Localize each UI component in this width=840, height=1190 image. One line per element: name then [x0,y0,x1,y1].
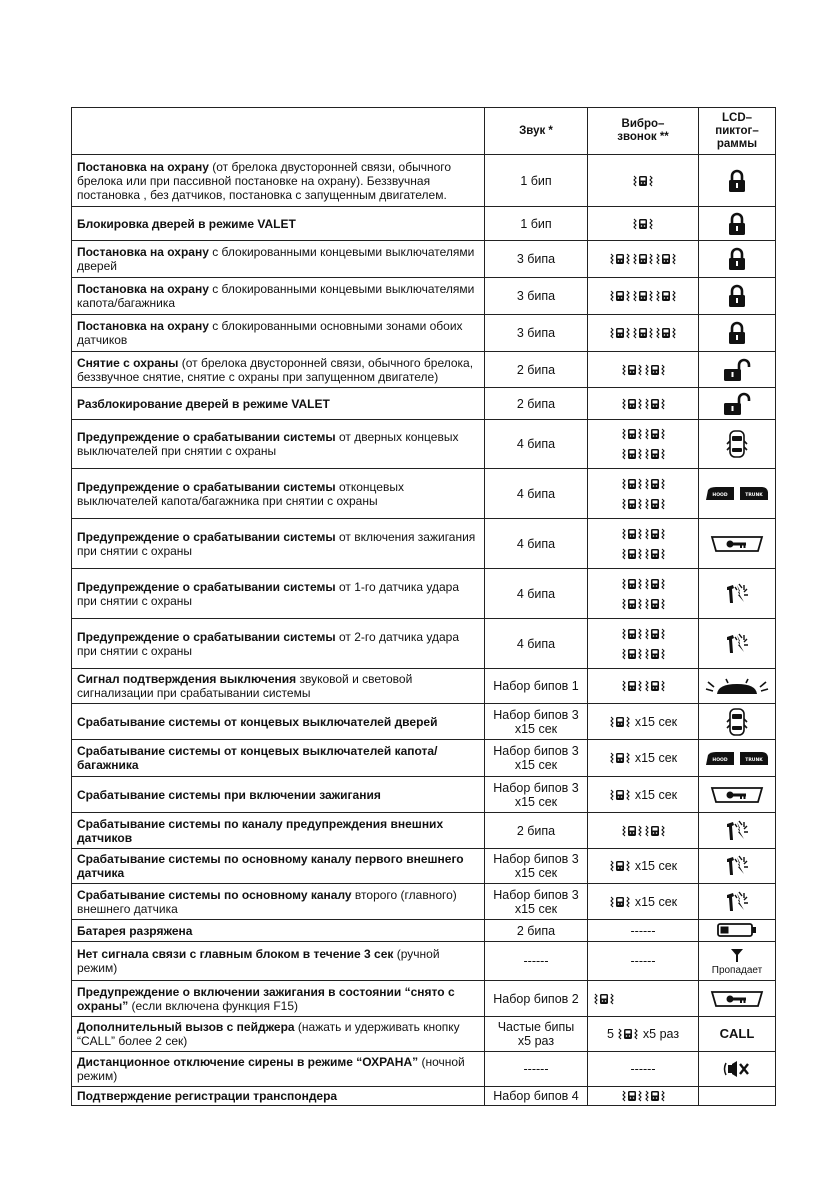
table-row [72,569,776,619]
vibro-pattern [593,447,693,461]
row-lcd [699,241,776,278]
vibration-icon [609,859,631,873]
vibration-icon [655,326,677,340]
vibro-pattern [593,859,693,873]
row-description [72,1087,485,1106]
vibration-icon [609,751,631,765]
ignition-key-icon [710,535,764,552]
vibration-icon [609,715,631,729]
row-vibro [588,315,699,352]
vibro-pattern [593,824,693,838]
vibration-icon [632,252,654,266]
vibration-icon [644,627,666,641]
row-description-text: (от брелока двусторонней связи, обычного брелока, беззвучное снятие, снятие с охраны при запущенном двигателе) [77,355,474,384]
row-vibro [588,981,699,1017]
vibro-pattern [593,1089,693,1103]
table-row [72,849,776,884]
row-sound: Набор бипов 3 x15 сек [485,740,588,777]
row-vibro [588,777,699,813]
lock-closed-icon [727,215,747,232]
svg-text:HOOD: HOOD [712,493,728,499]
row-vibro [588,155,699,207]
row-description [72,155,485,207]
row-vibro [588,813,699,849]
vibration-icon [632,326,654,340]
vibration-icon [644,397,666,411]
row-description-text: от 2-го датчика удара при снятии с охраны [77,629,459,658]
vibration-icon [621,397,643,411]
row-vibro [588,942,699,981]
row-description [72,704,485,740]
row-lcd [699,981,776,1017]
row-description-bold: Срабатывание системы от концевых выключателей капота/багажника [77,744,438,772]
row-lcd [699,519,776,569]
row-description-bold: Нет сигнала связи с главным блоком в течение 3 сек [77,947,394,961]
shock-sensor-icon [724,893,750,910]
lock-closed-icon [727,172,747,189]
header-vibro-line2: звонок ** [617,131,669,143]
row-description [72,942,485,981]
table-row [72,1052,776,1087]
table-row [72,207,776,241]
header-vibro-line1: Вибро– [621,118,665,130]
row-description-bold: Постановка на охрану [77,319,209,333]
row-sound: 2 бипа [485,920,588,942]
row-description-text: (ночной режим) [77,1055,465,1083]
battery-low-icon [716,922,758,939]
table-row [72,981,776,1017]
row-vibro [588,352,699,388]
row-description-bold: Предупреждение о срабатывании системы [77,430,336,444]
row-description [72,207,485,241]
table-row [72,704,776,740]
row-description-bold: Дистанционное отключение сирены в режиме “ОХРАНА” [77,1055,419,1069]
row-description-text: от 1-го датчика удара при снятии с охраны [77,579,459,608]
row-description-bold: Дополнительный вызов с пейджера [77,1020,295,1034]
row-vibro [588,1017,699,1052]
row-sound: 4 бипа [485,420,588,469]
row-description-text: (если включена функция F15) [128,998,299,1013]
vibro-pattern [593,289,693,303]
row-description-text: от включения зажигания при снятии с охраны [77,529,476,558]
lock-open-icon [722,395,752,412]
row-sound: Набор бипов 3 x15 сек [485,704,588,740]
row-sound: 3 бипа [485,278,588,315]
row-vibro [588,207,699,241]
vibro-pattern [593,427,693,441]
table-row [72,352,776,388]
row-lcd [699,849,776,884]
vibro-pattern [593,326,693,340]
vibration-icon [621,477,643,491]
row-vibro [588,669,699,704]
vibro-pattern [593,527,693,541]
row-description [72,740,485,777]
vibration-icon [644,679,666,693]
row-description [72,469,485,519]
table-row [72,813,776,849]
vibro-pattern [593,924,693,938]
row-lcd [699,942,776,981]
row-description-bold: Срабатывание системы по каналу предупреждения внешних датчиков [77,816,444,845]
row-description-bold: Разблокирование дверей в режиме VALET [77,396,330,411]
row-vibro [588,619,699,669]
table-row [72,1017,776,1052]
ignition-key-icon [710,990,764,1007]
row-sound: 3 бипа [485,241,588,278]
vibration-icon [644,477,666,491]
row-lcd [699,469,776,519]
table-row [72,241,776,278]
vibro-text: ------ [630,923,656,938]
svg-text:TRUNK: TRUNK [745,493,763,499]
vibro-pattern [593,217,693,231]
header-sound: Звук * [485,108,588,155]
row-sound: Набор бипов 3 x15 сек [485,777,588,813]
row-description-text: (нажать и удерживать кнопку “CALL” более 2 сек) [77,1020,460,1048]
signals-table [71,107,776,1106]
lock-closed-icon [727,287,747,304]
row-sound: 2 бипа [485,813,588,849]
row-lcd [699,1052,776,1087]
vibration-icon [617,1027,639,1041]
row-vibro [588,1087,699,1106]
row-sound: 1 бип [485,155,588,207]
vibro-pattern [593,627,693,641]
vibration-icon [644,527,666,541]
vibro-text: x15 сек [634,751,678,765]
vibration-icon [609,289,631,303]
vibro-text: x15 сек [634,894,678,909]
row-description-bold: Подтверждение регистрации транспондера [77,1089,338,1103]
vibration-icon [644,547,666,561]
vibro-text: ------ [630,954,656,968]
vibration-icon [593,992,615,1006]
row-description [72,569,485,619]
vibro-pattern [593,477,693,491]
car-doors-icon [726,435,748,452]
row-description [72,388,485,420]
header-vibro [588,108,699,155]
row-description [72,981,485,1017]
row-vibro [588,740,699,777]
vibration-icon [609,252,631,266]
header-lcd [699,108,776,155]
vibro-pattern [593,397,693,411]
hood-trunk-icon [704,485,770,502]
row-vibro [588,569,699,619]
row-description [72,278,485,315]
row-description-bold: Блокировка дверей в режиме VALET [77,216,296,231]
row-description [72,849,485,884]
row-description [72,315,485,352]
row-vibro [588,1052,699,1087]
row-description [72,669,485,704]
vibration-icon [621,577,643,591]
vibration-icon [621,647,643,661]
row-description-bold: Постановка на охрану [77,245,209,259]
table-row [72,315,776,352]
row-description-text: от дверных концевых выключателей при снятии с охраны [77,430,459,458]
vibration-icon [609,788,631,802]
table-row [72,942,776,981]
vibro-pattern [593,715,693,729]
vibro-pattern [593,751,693,765]
row-lcd [699,420,776,469]
vibration-icon [621,497,643,511]
row-sound: 4 бипа [485,519,588,569]
vibration-icon [621,527,643,541]
row-sound: 1 бип [485,207,588,241]
row-description-bold: Предупреждение о срабатывании системы [77,579,336,594]
row-vibro [588,469,699,519]
siren-light-icon [704,677,770,694]
antenna-icon [730,947,744,964]
row-lcd [699,278,776,315]
row-lcd [699,704,776,740]
vibro-text: x15 сек [634,787,678,802]
row-description-text: с блокированными основными зонами обоих датчиков [77,319,463,347]
table-row [72,1087,776,1106]
vibration-icon [644,497,666,511]
row-description-bold: Постановка на охрану [77,282,209,296]
row-sound: 4 бипа [485,619,588,669]
vibro-pattern [593,597,693,611]
vibration-icon [621,627,643,641]
row-description [72,519,485,569]
lcd-label: Пропадает [711,964,763,976]
lcd-call-text: CALL [719,1026,755,1041]
row-sound: Частые бипы x5 раз [485,1017,588,1052]
row-sound: 2 бипа [485,388,588,420]
vibration-icon [644,577,666,591]
row-lcd [699,1017,776,1052]
row-vibro [588,704,699,740]
header-description [72,108,485,155]
vibration-icon [644,647,666,661]
vibration-icon [621,363,643,377]
vibro-pattern [593,363,693,377]
vibration-icon [621,447,643,461]
row-sound: Набор бипов 3 x15 сек [485,884,588,920]
row-description-bold: Батарея разряжена [77,923,193,938]
row-vibro [588,884,699,920]
lock-closed-icon [727,324,747,341]
svg-text:HOOD: HOOD [712,757,728,763]
row-description-text: (ручной режим) [77,947,440,975]
table-row [72,920,776,942]
vibro-pattern [593,647,693,661]
vibro-text: ------ [630,1062,656,1076]
table-row [72,155,776,207]
vibro-pattern [593,1062,693,1076]
vibration-icon [621,679,643,693]
shock-sensor-icon [724,635,750,652]
vibro-pattern [593,577,693,591]
ignition-key-icon [710,786,764,803]
lock-closed-icon [727,250,747,267]
row-description-bold: Предупреждение о включении зажигания в состоянии “снято с охраны” [77,984,455,1013]
vibro-prefix: 5 [606,1027,614,1041]
row-lcd [699,740,776,777]
vibro-text: x5 раз [642,1027,680,1041]
row-lcd [699,619,776,669]
vibro-pattern [593,1027,693,1041]
shock-sensor-icon [724,857,750,874]
vibro-pattern [593,954,693,968]
table-row [72,420,776,469]
row-lcd [699,920,776,942]
header-lcd-line3: раммы [716,137,758,150]
table-row [72,777,776,813]
header-lcd-line1: LCD– [721,111,753,124]
vibration-icon [632,174,654,188]
shock-sensor-icon [724,822,750,839]
row-lcd [699,884,776,920]
vibration-icon [644,427,666,441]
row-description-bold: Предупреждение о срабатывании системы [77,529,336,544]
row-vibro [588,519,699,569]
vibro-pattern [593,679,693,693]
row-sound: Набор бипов 2 [485,981,588,1017]
vibration-icon [644,1089,666,1103]
row-sound: ------ [485,942,588,981]
row-description-bold: Сигнал подтверждения выключения [77,672,297,686]
vibro-pattern [593,547,693,561]
row-lcd [699,352,776,388]
vibration-icon [621,597,643,611]
siren-off-icon [723,1060,751,1077]
row-lcd [699,1087,776,1106]
row-description [72,420,485,469]
shock-sensor-icon [724,585,750,602]
vibro-text: x15 сек [634,859,678,873]
row-description [72,241,485,278]
row-description [72,920,485,942]
table-row [72,619,776,669]
lock-open-icon [722,361,752,378]
row-description-bold: Предупреждение о срабатывании системы [77,629,336,644]
row-description-bold: Предупреждение о срабатывании системы [77,479,336,494]
table-row [72,278,776,315]
row-sound: Набор бипов 4 [485,1087,588,1106]
vibration-icon [644,363,666,377]
table-row [72,884,776,920]
row-description-bold: Срабатывание системы при включении зажигания [77,787,381,802]
row-description-text: отконцевых выключателей капота/багажника при снятии с охраны [77,479,404,508]
row-lcd [699,777,776,813]
svg-text:TRUNK: TRUNK [745,757,763,763]
car-doors-icon [726,713,748,730]
vibration-icon [644,447,666,461]
table-header-row [72,108,776,155]
row-lcd [699,813,776,849]
vibro-pattern [593,788,693,802]
table-row [72,388,776,420]
row-description [72,1017,485,1052]
vibration-icon [655,252,677,266]
row-vibro [588,849,699,884]
row-sound: Набор бипов 3 x15 сек [485,849,588,884]
table-row [72,469,776,519]
row-vibro [588,420,699,469]
row-description-bold: Срабатывание системы от концевых выключателей дверей [77,714,438,729]
row-description [72,777,485,813]
row-lcd [699,315,776,352]
row-description-bold: Снятие с охраны [77,355,179,370]
vibro-pattern [593,497,693,511]
row-vibro [588,278,699,315]
vibration-icon [655,289,677,303]
vibro-pattern [593,252,693,266]
row-description [72,813,485,849]
table-row [72,740,776,777]
row-description-text: второго (главного) внешнего датчика [77,887,457,916]
vibration-icon [621,1089,643,1103]
row-description-text: звуковой и световой сигнализации при срабатывании системы [77,672,413,700]
row-sound: 4 бипа [485,569,588,619]
row-description [72,1052,485,1087]
hood-trunk-icon [704,749,770,766]
vibration-icon [621,824,643,838]
vibration-icon [644,824,666,838]
vibration-icon [632,217,654,231]
row-lcd [699,569,776,619]
row-sound: 4 бипа [485,469,588,519]
row-vibro [588,388,699,420]
row-description [72,619,485,669]
vibration-icon [632,289,654,303]
row-vibro [588,241,699,278]
row-lcd [699,155,776,207]
vibro-pattern [593,895,693,909]
vibro-pattern [593,174,693,188]
row-description [72,352,485,388]
row-description-text: (от брелока двусторонней связи, обычного брелока или при пассивной постановке на охрану). Беззвучная постановка , без датчиков, постановка с запущенным двигателем. [77,159,452,202]
row-lcd [699,388,776,420]
vibration-icon [609,326,631,340]
vibration-icon [621,427,643,441]
row-description-text: с блокированными концевыми выключателями капота/багажника [77,282,475,310]
table-row [72,519,776,569]
vibro-text: x15 сек [634,714,678,729]
row-description-bold: Срабатывание системы по основному каналу первого внешнего датчика [77,852,464,880]
row-description [72,884,485,920]
row-sound: Набор бипов 1 [485,669,588,704]
row-description-bold: Постановка на охрану [77,159,209,174]
row-sound: ------ [485,1052,588,1087]
vibration-icon [621,547,643,561]
row-lcd [699,207,776,241]
header-lcd-line2: пиктог– [715,124,759,137]
row-vibro [588,920,699,942]
row-description-text: с блокированными концевыми выключателями дверей [77,245,475,273]
row-sound: 3 бипа [485,315,588,352]
table-row [72,669,776,704]
vibration-icon [609,895,631,909]
row-description-bold: Срабатывание системы по основному каналу [77,887,352,902]
row-lcd [699,669,776,704]
row-sound: 2 бипа [485,352,588,388]
vibro-pattern [593,992,693,1006]
vibration-icon [644,597,666,611]
